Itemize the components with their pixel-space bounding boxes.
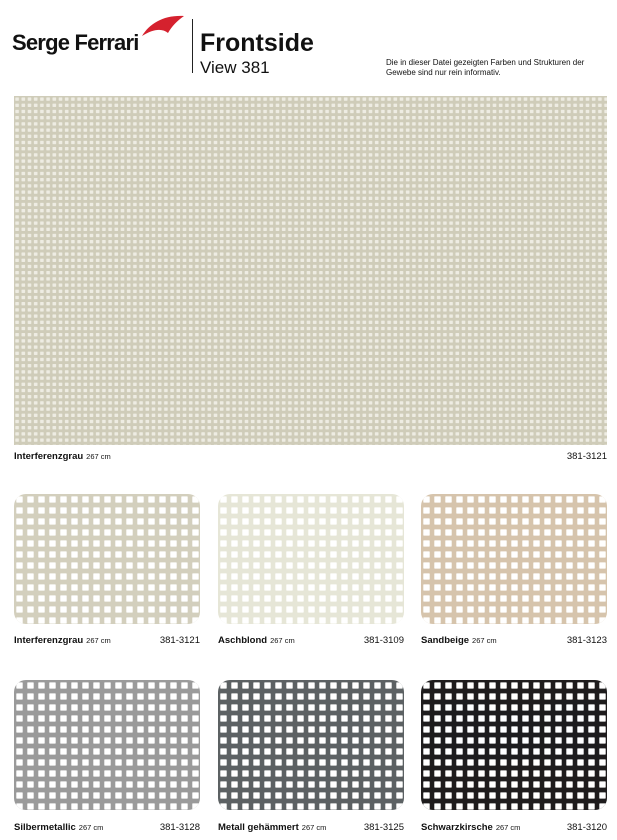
swatch-caption (421, 635, 607, 648)
swatch-code: 381-3120 (566, 822, 607, 833)
disclaimer-note: Die in dieser Datei gezeigten Farben und Strukturen der Gewebe sind nur rein informativ. (386, 58, 585, 77)
fabric-texture (14, 680, 200, 810)
swatch-name: Sandbeige (421, 635, 470, 646)
swatch-code: 381-3109 (363, 635, 404, 646)
brand-logo-text: Serge Ferrari (12, 30, 139, 55)
fabric-texture (14, 494, 200, 624)
featured-width: 267 cm (86, 452, 111, 461)
fabric-swatch-tile (14, 680, 200, 810)
swatch-caption (421, 822, 607, 835)
product-title: Frontside (200, 29, 314, 57)
swatch-code: 381-3125 (363, 822, 404, 833)
fabric-texture (218, 680, 404, 810)
swatch-code: 381-3121 (159, 635, 200, 646)
swatch-width: 267 cm (495, 823, 521, 832)
fabric-swatch-tile (218, 680, 404, 810)
swatch-caption (218, 822, 404, 835)
brand-logo-mark (140, 14, 186, 40)
header (0, 0, 617, 90)
featured-code: 381-3121 (566, 451, 607, 462)
fabric-swatch-tile (14, 494, 200, 624)
fabric-swatch-tile (421, 680, 607, 810)
swatch-width: 267 cm (301, 823, 327, 832)
swatch-name: Silbermetallic (14, 822, 76, 833)
swatch-name: Interferenzgrau (14, 635, 84, 646)
header-divider (192, 19, 193, 73)
swatch-caption (14, 635, 200, 648)
fabric-texture (218, 494, 404, 624)
fabric-texture (421, 680, 607, 810)
featured-fabric-swatch (14, 96, 607, 445)
swatch-name: Schwarzkirsche (421, 822, 493, 833)
featured-caption (14, 451, 607, 464)
product-subtitle: View 381 (200, 58, 270, 77)
swatch-width: 267 cm (472, 636, 497, 645)
swatch-code: 381-3123 (566, 635, 607, 646)
swatch-code: 381-3128 (159, 822, 200, 833)
featured-fabric-texture (14, 96, 607, 445)
swatch-name: Aschblond (218, 635, 268, 646)
swatch-width: 267 cm (78, 823, 104, 832)
fabric-texture (421, 494, 607, 624)
swatch-caption (14, 822, 200, 835)
swatch-width: 267 cm (86, 636, 111, 645)
swatch-width: 267 cm (270, 636, 295, 645)
swatch-caption (218, 635, 404, 648)
featured-name: Interferenzgrau (14, 451, 84, 462)
fabric-swatch-tile (421, 494, 607, 624)
swatch-name: Metall gehämmert (218, 822, 299, 833)
fabric-swatch-tile (218, 494, 404, 624)
